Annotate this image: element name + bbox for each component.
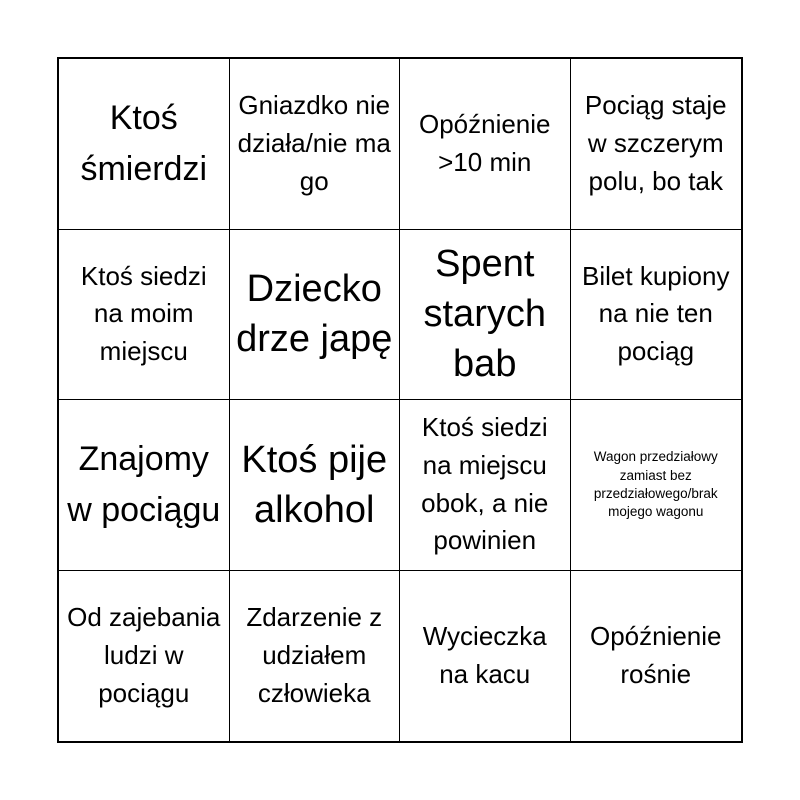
bingo-cell-text: Opóźnienie >10 min xyxy=(418,109,551,177)
bingo-cell[interactable] xyxy=(230,571,401,742)
bingo-cell[interactable] xyxy=(571,571,742,742)
bingo-cell-text: Znajomy w pociągu xyxy=(67,439,221,529)
bingo-cell-text: Wycieczka na kacu xyxy=(422,621,547,689)
bingo-cell-text: Ktoś siedzi na miejscu obok, a nie powinien xyxy=(421,412,549,556)
bingo-cell[interactable] xyxy=(571,400,742,571)
bingo-cell-text: Pociąg staje w szczerym polu, bo tak xyxy=(584,90,727,196)
bingo-cell[interactable] xyxy=(230,59,401,230)
bingo-cell-text: Opóźnienie rośnie xyxy=(589,621,722,689)
bingo-cell-text: Zdarzenie z udziałem człowieka xyxy=(246,602,383,708)
bingo-board xyxy=(57,57,743,743)
bingo-cell-text: Ktoś pije alkohol xyxy=(241,438,388,531)
bingo-cell-text: Ktoś siedzi na moim miejscu xyxy=(80,260,207,367)
bingo-cell[interactable] xyxy=(400,400,571,571)
bingo-cell[interactable] xyxy=(571,230,742,401)
bingo-cell[interactable] xyxy=(400,230,571,401)
bingo-cell-text: Dziecko drze japę xyxy=(236,268,393,361)
bingo-cell[interactable] xyxy=(230,400,401,571)
bingo-cell-text: Ktoś śmierdzi xyxy=(80,98,208,188)
bingo-cell[interactable] xyxy=(59,571,230,742)
bingo-cell[interactable] xyxy=(59,400,230,571)
bingo-cell-text: Bilet kupiony na nie ten pociąg xyxy=(582,260,730,367)
bingo-cell-text: Gniazdko nie działa/nie ma go xyxy=(237,90,391,196)
bingo-cell-text: Od zajebania ludzi w pociągu xyxy=(67,602,221,708)
bingo-cell[interactable] xyxy=(400,59,571,230)
bingo-cell-text: Spent starych bab xyxy=(423,243,546,386)
bingo-cell[interactable] xyxy=(59,230,230,401)
bingo-cell[interactable] xyxy=(59,59,230,230)
bingo-cell-text: Wagon przedziałowy zamiast bez przedziałowego/brak mojego wagonu xyxy=(593,449,718,519)
bingo-cell[interactable] xyxy=(400,571,571,742)
bingo-cell[interactable] xyxy=(230,230,401,401)
bingo-cell[interactable] xyxy=(571,59,742,230)
